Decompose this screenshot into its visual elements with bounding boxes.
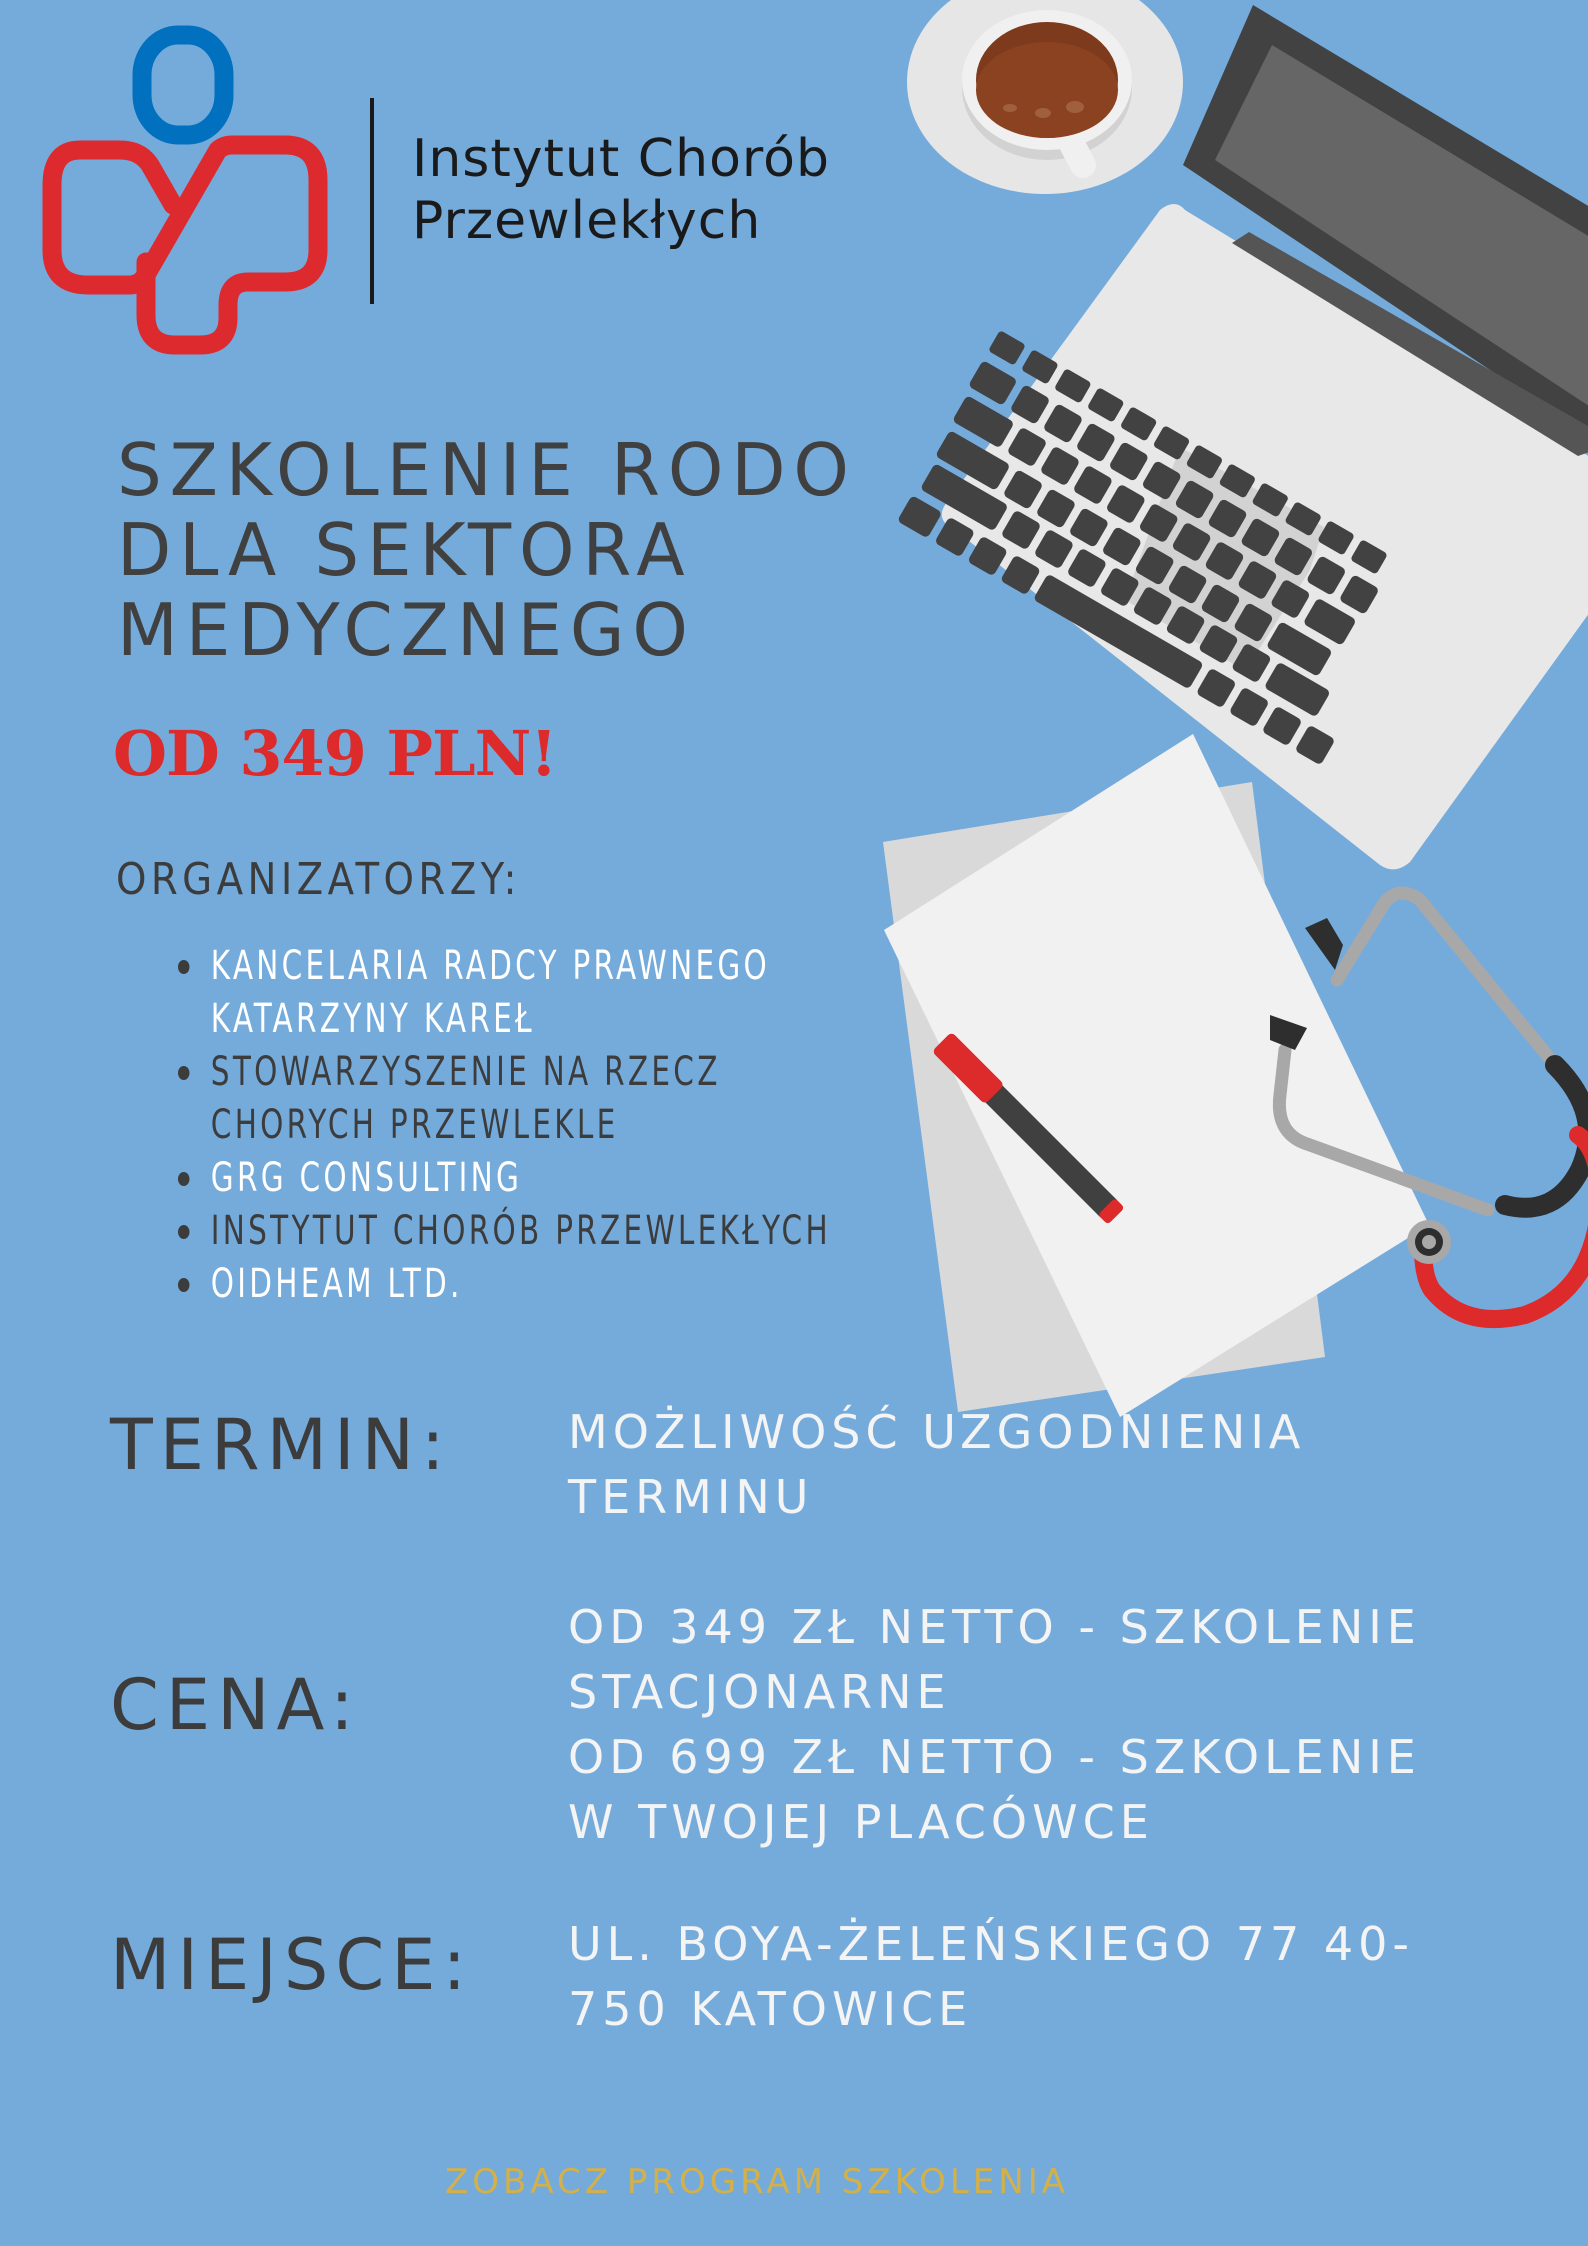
page-title <box>117 430 857 670</box>
cena-label: CENA: <box>110 1664 361 1746</box>
logo-text <box>412 128 830 252</box>
institute-logo-icon <box>40 20 340 360</box>
miejsce-value: UL. BOYA-ŻELEŃSKIEGO 77 40- 750 KATOWICE <box>568 1917 1415 2036</box>
organizer-item: STOWARZYSZENIE NA RZECZ CHORYCH PRZEWLEKLE <box>178 1046 831 1152</box>
title-line-1: SZKOLENIE RODO <box>117 428 857 512</box>
price-headline: OD 349 PLN! <box>113 717 557 790</box>
organizers-heading: ORGANIZATORZY: <box>116 854 521 905</box>
termin-label: TERMIN: <box>110 1404 452 1486</box>
cena-value: OD 349 ZŁ NETTO - SZKOLENIE STACJONARNE OD 699 ZŁ NETTO - SZKOLENIE W TWOJEJ PLACÓWCE <box>568 1600 1421 1849</box>
logo-divider <box>370 98 374 304</box>
stethoscope-icon <box>1260 880 1588 1340</box>
organizer-item: INSTYTUT CHORÓB PRZEWLEKŁYCH <box>178 1205 831 1258</box>
title-line-3: MEDYCZNEGO <box>117 588 696 672</box>
logo-name-line2: Przewlekłych <box>412 191 762 251</box>
logo-name-line1: Instytut Chorób <box>412 129 830 189</box>
organizers-list <box>178 940 974 1311</box>
program-link[interactable]: ZOBACZ PROGRAM SZKOLENIA <box>445 2162 1069 2202</box>
organizer-item: KANCELARIA RADCY PRAWNEGO KATARZYNY KAREŁ <box>178 940 831 1046</box>
organizer-item: GRG CONSULTING <box>178 1152 831 1205</box>
organizer-item: OIDHEAM LTD. <box>178 1258 831 1311</box>
termin-value: MOŻLIWOŚĆ UZGODNIENIA TERMINU <box>568 1405 1306 1524</box>
miejsce-label: MIEJSCE: <box>110 1924 474 2006</box>
title-line-2: DLA SEKTORA <box>117 508 693 592</box>
